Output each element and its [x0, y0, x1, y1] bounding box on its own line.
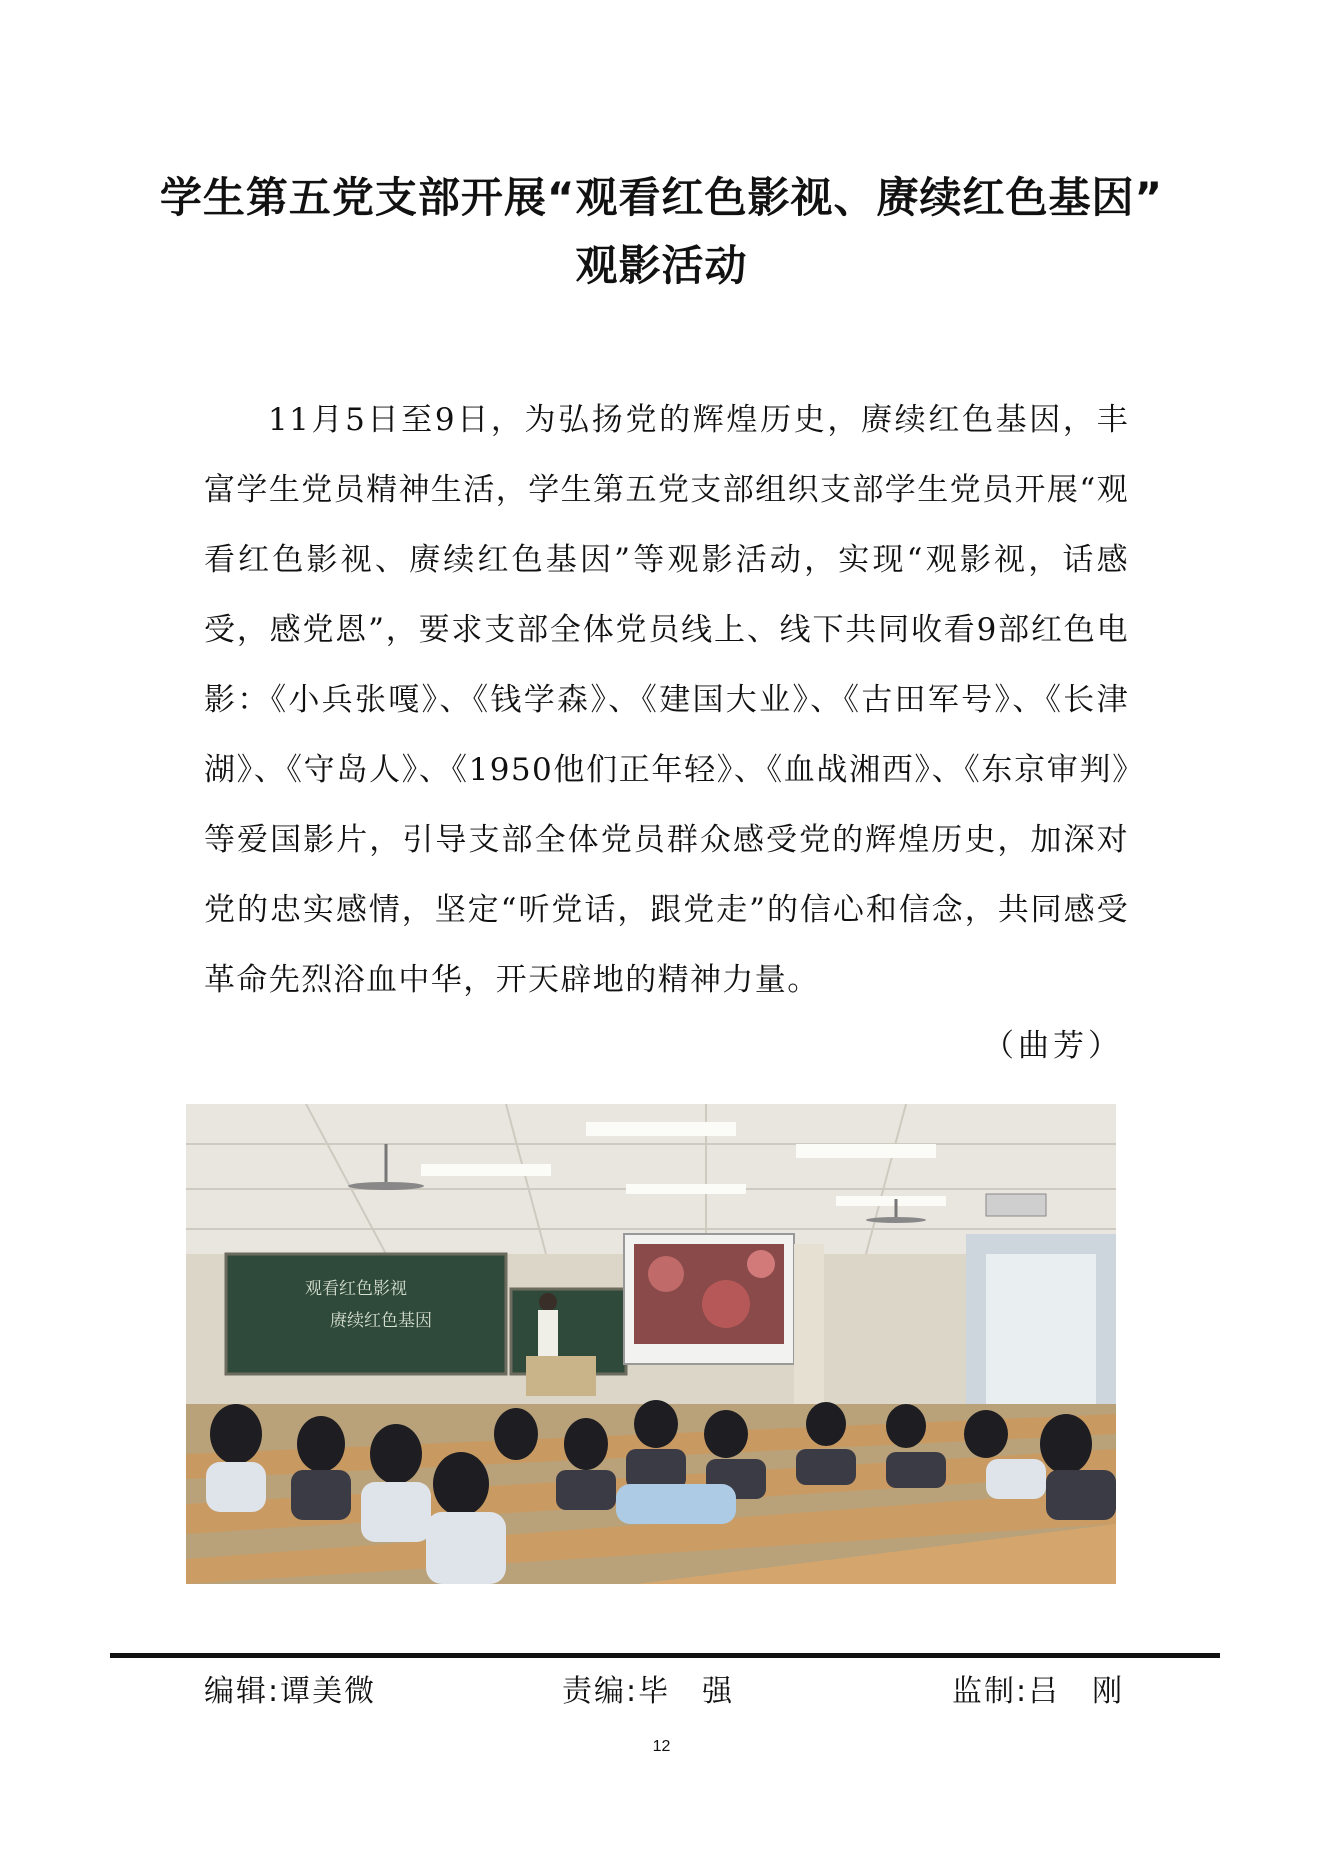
footer-supervisor: 监制:吕 刚 [952, 1674, 1125, 1709]
article-body: 11月5日至9日，为弘扬党的辉煌历史，赓续红色基因，丰富学生党员精神生活，学生第五党支部组织支部学生党员开展“观看红色影视、赓续红色基因”等观影活动，实现“观影视，话感受，感党恩”，要求支部全体党员线上、线下共同收看9部红色电影：《小兵张嘎》、《钱学森》、《建国大业》、《古田军号》、《长津湖》、《守岛人》、《1950他们正年轻》、《血战湘西》、《东京审判》等爱国影片，引导支部全体党员群众感受党的辉煌历史，加深对党的忠实感情，坚定“听党话，跟党走”的信心和信念，共同感受革命先烈浴血中华，开天辟地的精神力量。 [204, 402, 1129, 998]
page-number: 12 [652, 1738, 671, 1755]
classroom-photo [186, 1104, 1116, 1584]
blackboard-text-line-2: 赓续红色基因 [330, 1311, 432, 1331]
footer-editor: 编辑:谭美微 [204, 1674, 377, 1709]
footer-chief-editor: 责编:毕 强 [562, 1674, 735, 1709]
article-title-line-1: 学生第五党支部开展“观看红色影视、赓续红色基因” [159, 173, 1164, 222]
article-title-line-2: 观影活动 [575, 241, 748, 290]
footer-divider [110, 1653, 1220, 1658]
article-author: （曲芳） [983, 1028, 1123, 1064]
blackboard-text-line-1: 观看红色影视 [305, 1279, 407, 1299]
